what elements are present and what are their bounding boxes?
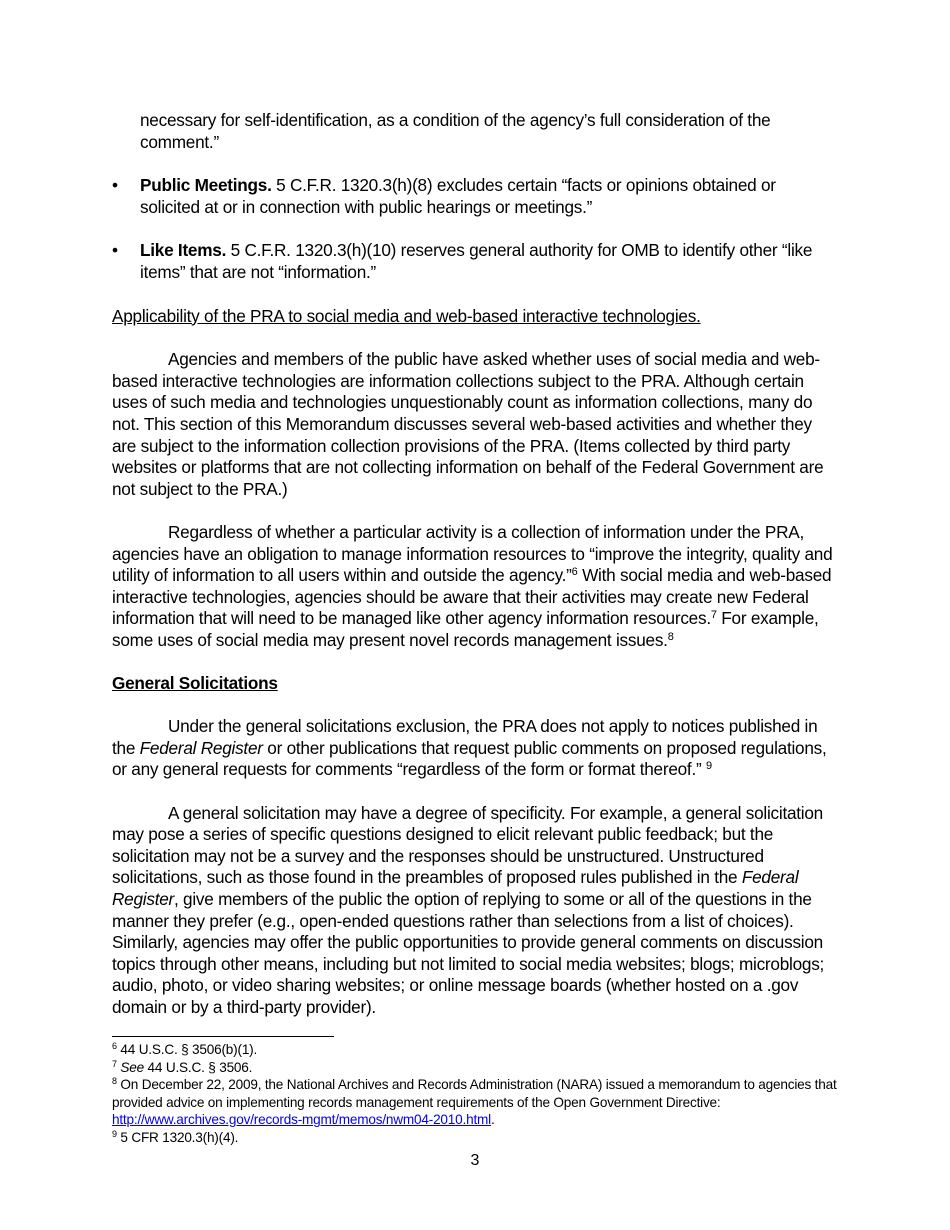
footnote-text: 44 U.S.C. § 3506.	[143, 1059, 253, 1075]
footnote-number: 9	[112, 1128, 117, 1139]
section-heading-general-solicitations: General Solicitations	[112, 673, 278, 694]
paragraph-information-resources	[112, 522, 838, 652]
paragraph-text: Regardless of whether a particular activity is a collection of information under the PRA, agencies have an obligation to manage information resources to “improve the integrity, quality and utility of information to all users within and outside the agency.”	[112, 521, 833, 586]
paragraph-text: or other publications that request public comments on proposed regulations, or any general requests for comments “regardless of the form or format thereof.”	[112, 737, 827, 780]
applicability-heading: Applicability of the PRA to social media and web-based interactive technologies.	[112, 305, 701, 326]
footnote-ref-9[interactable]: 9	[706, 760, 712, 773]
bullet-text: 5 C.F.R. 1320.3(h)(8) excludes certain “facts or opinions obtained or solicited at or in connection with public hearings or meetings.”	[140, 175, 776, 217]
footnote-8	[112, 1076, 838, 1129]
paragraph-text: For example, some uses of social media may present novel records management issues.	[112, 608, 819, 650]
bullet-dot-icon: •	[112, 175, 118, 196]
paragraph-text: Under the general solicitations exclusion, the PRA does not apply to notices published in the	[112, 716, 818, 758]
footnote-text: 44 U.S.C. § 3506(b)(1).	[120, 1042, 258, 1057]
bullet-public-meetings	[112, 175, 838, 218]
footnote-number: 6	[112, 1041, 117, 1051]
footnote-ref-8[interactable]: 8	[667, 630, 674, 643]
bullet-like-items	[112, 240, 838, 283]
footnote-ref-7[interactable]: 7	[710, 609, 717, 622]
nara-memo-link[interactable]: http://www.archives.gov/records-mgmt/memos/nwm04-2010.html	[112, 1112, 491, 1128]
footnote-ref-6[interactable]: 6	[571, 566, 578, 579]
paragraph-text: , give members of the public the option of replying to some or all of the questions in the manner they prefer (e.g., open-ended questions rather than selections from a list of choices). Similarly, agencies may offer the public opportunities to provide general comments on discussion topics through other means, including but not limited to social media websites; blogs; microblogs; audio, photo, or video sharing websites; or online message boards (whether hosted on a .gov domain or by a third-party provider).	[112, 889, 825, 1017]
footnote-divider	[112, 1036, 334, 1037]
exclusion-bullet-list	[112, 175, 838, 283]
memo-page-body	[112, 110, 838, 1040]
footnote-7	[112, 1059, 838, 1077]
paragraph-social-media-questions: Agencies and members of the public have asked whether uses of social media and web-based interactive technologies are information collections subject to the PRA. Although certain uses of such media and technologies unquestionably count as information collections, many do not. This section of this Memorandum discusses several web-based activities and whether they are subject to the information collection provisions of the PRA. (Items collected by third party websites or platforms that are not collecting information on behalf of the Federal Government are not subject to the PRA.)	[112, 349, 824, 499]
footnote-italic: See	[120, 1059, 144, 1075]
footnotes-section	[112, 1036, 838, 1147]
footnote-6	[112, 1041, 838, 1059]
footnote-text: On December 22, 2009, the National Archives and Records Administration (NARA) issued a memorandum to agencies that provided advice on implementing records management requirements of the Open Government Directive:	[112, 1077, 837, 1110]
footnote-number: 8	[112, 1076, 117, 1087]
bullet-title: Like Items.	[140, 240, 227, 261]
footnote-text: .	[490, 1112, 495, 1128]
paragraph-degree-of-specificity	[112, 803, 838, 1019]
footnote-9	[112, 1129, 838, 1147]
paragraph-text: A general solicitation may have a degree of specificity. For example, a general solicitation may pose a series of specific questions designed to elicit relevant public feedback; but the solicitation may not be a survey and the responses should be unstructured. Unstructured solicitations, such as those found in the preambles of proposed rules published in the	[112, 802, 823, 888]
footnote-number: 7	[112, 1058, 117, 1069]
bullet-text: 5 C.F.R. 1320.3(h)(10) reserves general authority for OMB to identify other “like items” that are not “information.”	[140, 240, 813, 282]
italic-federal-register: Federal Register	[112, 867, 799, 909]
bullet-title: Public Meetings.	[140, 175, 272, 196]
page-number: 3	[470, 1152, 480, 1169]
continued-quote: necessary for self-identification, as a condition of the agency’s full consideration of the comment.”	[140, 110, 771, 152]
paragraph-text: With social media and web-based interactive technologies, agencies should be aware that their activities may create new Federal information that will need to be managed like other agency information resources.	[112, 565, 832, 629]
paragraph-general-solicitations-exclusion	[112, 716, 838, 781]
footnote-text: 5 CFR 1320.3(h)(4).	[120, 1129, 239, 1145]
bullet-dot-icon: •	[112, 240, 118, 261]
italic-federal-register: Federal Register	[139, 737, 263, 758]
